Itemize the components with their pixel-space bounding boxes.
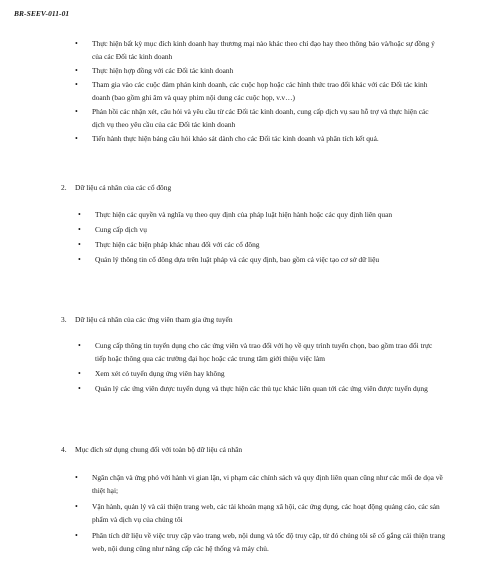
- section-3-heading: [61, 314, 233, 326]
- section-4-list: [0, 471, 483, 555]
- section-2-list: [0, 208, 483, 266]
- list-item-text: Phản hồi các nhận xét, câu hỏi và yêu cầu từ các Đối tác kinh doanh, cung cấp dịch vụ sau hỗ trợ và thực hiện các dịch vụ theo yêu cầu của các Đối tác kinh doanh: [92, 107, 429, 129]
- bullet-icon: •: [78, 210, 81, 219]
- list-item: [0, 339, 483, 365]
- list-item: [0, 253, 483, 266]
- bullet-icon: •: [75, 531, 78, 540]
- bullet-icon: •: [75, 473, 78, 482]
- list-item-text: Quản lý thông tin cổ đông dựa trên luật pháp và các quy định, bao gồm cả việc tạo cơ sở dữ liệu: [95, 255, 380, 264]
- list-item-text: Quản lý các ứng viên được tuyển dụng và thực hiện các thủ tục khác liên quan tới các ứng viên được tuyển dụng: [95, 384, 428, 393]
- list-item-text: Thực hiện hợp đồng với các Đối tác kinh doanh: [92, 66, 234, 75]
- bullet-icon: •: [78, 225, 81, 234]
- section-title: Dữ liệu cá nhân của các ứng viên tham gia ứng tuyển: [75, 315, 233, 324]
- section-2-heading: [61, 182, 171, 194]
- section-number: 3.: [61, 315, 67, 324]
- section-top-list: [0, 37, 483, 145]
- section-number: 2.: [61, 183, 67, 192]
- bullet-icon: •: [75, 502, 78, 511]
- bullet-icon: •: [78, 384, 81, 393]
- bullet-icon: •: [75, 39, 78, 48]
- section-3-list-container: [0, 339, 483, 397]
- section-number: 4.: [61, 445, 67, 454]
- list-item-text: Xem xét có tuyển dụng ứng viên hay không: [95, 369, 225, 378]
- list-item-text: Vận hành, quản lý và cải thiện trang web, các tài khoản mạng xã hội, các ứng dụng, các hoạt động quảng cáo, các sản phẩm và dịch vụ của chúng tôi: [92, 502, 440, 524]
- list-item: [0, 223, 483, 236]
- section-top-list-container: [0, 37, 483, 146]
- list-item-text: Thực hiện các quyền và nghĩa vụ theo quy định của pháp luật hiện hành hoặc các quy định liên quan: [95, 210, 393, 219]
- section-4-heading: [61, 444, 242, 456]
- bullet-icon: •: [75, 134, 78, 143]
- bullet-icon: •: [75, 80, 78, 89]
- list-item: [0, 132, 483, 145]
- list-item: [0, 37, 483, 63]
- list-item-text: Thực hiện bất kỳ mục đích kinh doanh hay thương mại nào khác theo chỉ đạo hay theo thông báo và/hoặc sự đồng ý của các Đối tác kinh doanh: [92, 39, 435, 61]
- list-item-text: Tham gia vào các cuộc đàm phán kinh doanh, các cuộc họp hoặc các hình thức trao đổi khác với các Đối tác kinh doanh (bao gồm ghi âm và quay phim nội dung các cuộc họp, v.v…): [92, 80, 428, 102]
- section-title: Mục đích sử dụng chung đối với toàn bộ dữ liệu cá nhân: [75, 445, 243, 454]
- section-4-list-container: [0, 471, 483, 558]
- list-item: [0, 529, 483, 555]
- bullet-icon: •: [75, 107, 78, 116]
- bullet-icon: •: [78, 341, 81, 350]
- list-item-text: Cung cấp thông tin tuyển dụng cho các ứng viên và trao đổi với họ về quy trình tuyển chọn, bao gồm trao đổi trực tiếp hoặc thông qua các trường đại học hoặc các trung tâm giới thiệu việc làm: [95, 341, 433, 363]
- list-item: [0, 208, 483, 221]
- list-item-text: Ngăn chặn và ứng phó với hành vi gian lận, vi phạm các chính sách và quy định liên quan cũng như các mối đe dọa về thiệt hại;: [92, 473, 443, 495]
- bullet-icon: •: [78, 255, 81, 264]
- list-item: [0, 367, 483, 380]
- bullet-icon: •: [78, 369, 81, 378]
- list-item: [0, 471, 483, 497]
- list-item-text: Tiến hành thực hiện bảng câu hỏi khảo sát dành cho các Đối tác kinh doanh và phân tích kết quả.: [92, 134, 379, 143]
- section-2-list-container: [0, 208, 483, 268]
- list-item: [0, 105, 483, 131]
- bullet-icon: •: [75, 66, 78, 75]
- list-item: [0, 64, 483, 77]
- list-item: [0, 78, 483, 104]
- section-title: Dữ liệu cá nhân của các cổ đông: [75, 183, 172, 192]
- list-item-text: Cung cấp dịch vụ: [95, 225, 147, 234]
- document-id: BR-SEEV-011-01: [14, 9, 70, 18]
- list-item-text: Phân tích dữ liệu về việc truy cập vào trang web, nội dung và tốc độ truy cập, từ đó chúng tôi sẽ cố gắng cải thiện trang web, nội dung cũng như nâng cấp các hệ thống và máy chủ.: [92, 531, 446, 553]
- list-item: [0, 238, 483, 251]
- section-3-list: [0, 339, 483, 395]
- list-item: [0, 500, 483, 526]
- list-item: [0, 382, 483, 395]
- bullet-icon: •: [78, 240, 81, 249]
- list-item-text: Thực hiện các biện pháp khác nhau đối với các cổ đông: [95, 240, 260, 249]
